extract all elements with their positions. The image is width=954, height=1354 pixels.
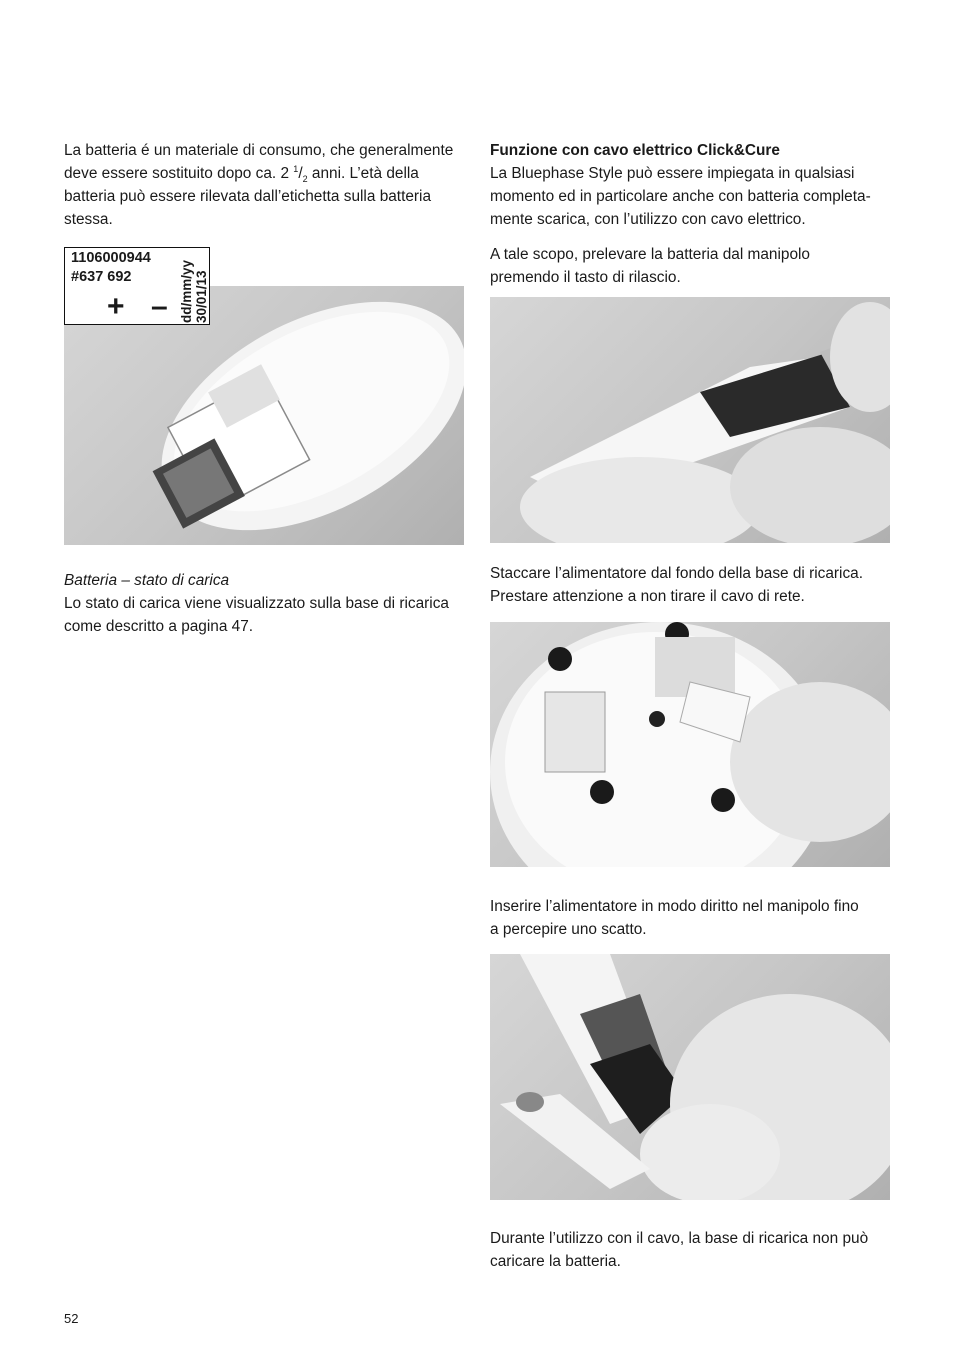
para5-line-2: caricare la batteria. (490, 1253, 621, 1270)
battery-intro-paragraph (64, 139, 466, 231)
label-plus: + (107, 290, 125, 323)
caption-heading: Batteria – stato di carica (64, 572, 230, 589)
unplug-instruction (490, 562, 892, 608)
insert-power-supply-illustration (490, 954, 890, 1200)
para3-line-2: Prestare attenzione a non tirare il cavo di rete. (490, 588, 805, 605)
handpiece-photo (490, 297, 890, 543)
para1-line-2: momento ed in particolare anche con batteria completa- (490, 188, 871, 205)
insert-power-supply-photo (490, 954, 890, 1200)
para2-line-2: premendo il tasto di rilascio. (490, 269, 681, 286)
intro-line-1: La batteria é un materiale di consumo, che generalmente (64, 142, 454, 159)
charging-note (490, 1227, 892, 1273)
fraction-numerator: 1 (293, 163, 299, 174)
label-date-rotated (177, 250, 211, 324)
para2-line-1: A tale scopo, prelevare la batteria dal manipolo (490, 246, 810, 263)
label-serial: 1106000944 (71, 250, 151, 266)
release-instruction (490, 243, 892, 289)
battery-charge-caption (64, 569, 466, 638)
para3-line-1: Staccare l’alimentatore dal fondo della base di ricarica. (490, 565, 863, 582)
label-code: #637 692 (71, 269, 132, 285)
fraction-slash: / (298, 165, 303, 182)
charging-base-photo (490, 622, 890, 867)
label-minus: – (151, 290, 168, 323)
intro-line-3: batteria può essere rilevata dall’etichetta sulla batteria (64, 188, 432, 205)
section-heading: Funzione con cavo elettrico Click&Cure (490, 142, 780, 159)
caption-line-1: Lo stato di carica viene visualizzato sulla base di ricarica (64, 595, 449, 612)
para5-line-1: Durante l’utilizzo con il cavo, la base di ricarica non può (490, 1230, 869, 1247)
intro-line-4: stessa. (64, 211, 113, 228)
para4-line-2: a percepire uno scatto. (490, 921, 647, 938)
para4-line-1: Inserire l’alimentatore in modo diritto nel manipolo fino (490, 898, 859, 915)
intro-line-2b: anni. L’età della (307, 165, 419, 182)
page-number: 52 (64, 1311, 79, 1326)
label-date-value: 30/01/13 (194, 270, 209, 323)
insert-instruction (490, 895, 892, 941)
para1-line-3: mente scarica, con l’utilizzo con cavo elettrico. (490, 211, 806, 228)
para1-line-1: La Bluephase Style può essere impiegata in qualsiasi (490, 165, 855, 182)
label-date-format: dd/mm/yy (179, 259, 194, 323)
intro-line-2a: deve essere sostituito dopo ca. 2 (64, 165, 294, 182)
handpiece-illustration (490, 297, 890, 543)
charging-base-illustration (490, 622, 890, 867)
cable-function-section (490, 139, 892, 231)
intro-line-2 (64, 162, 466, 185)
battery-label (64, 247, 210, 325)
fraction-denominator: 2 (302, 174, 308, 185)
caption-line-2: come descritto a pagina 47. (64, 618, 254, 635)
